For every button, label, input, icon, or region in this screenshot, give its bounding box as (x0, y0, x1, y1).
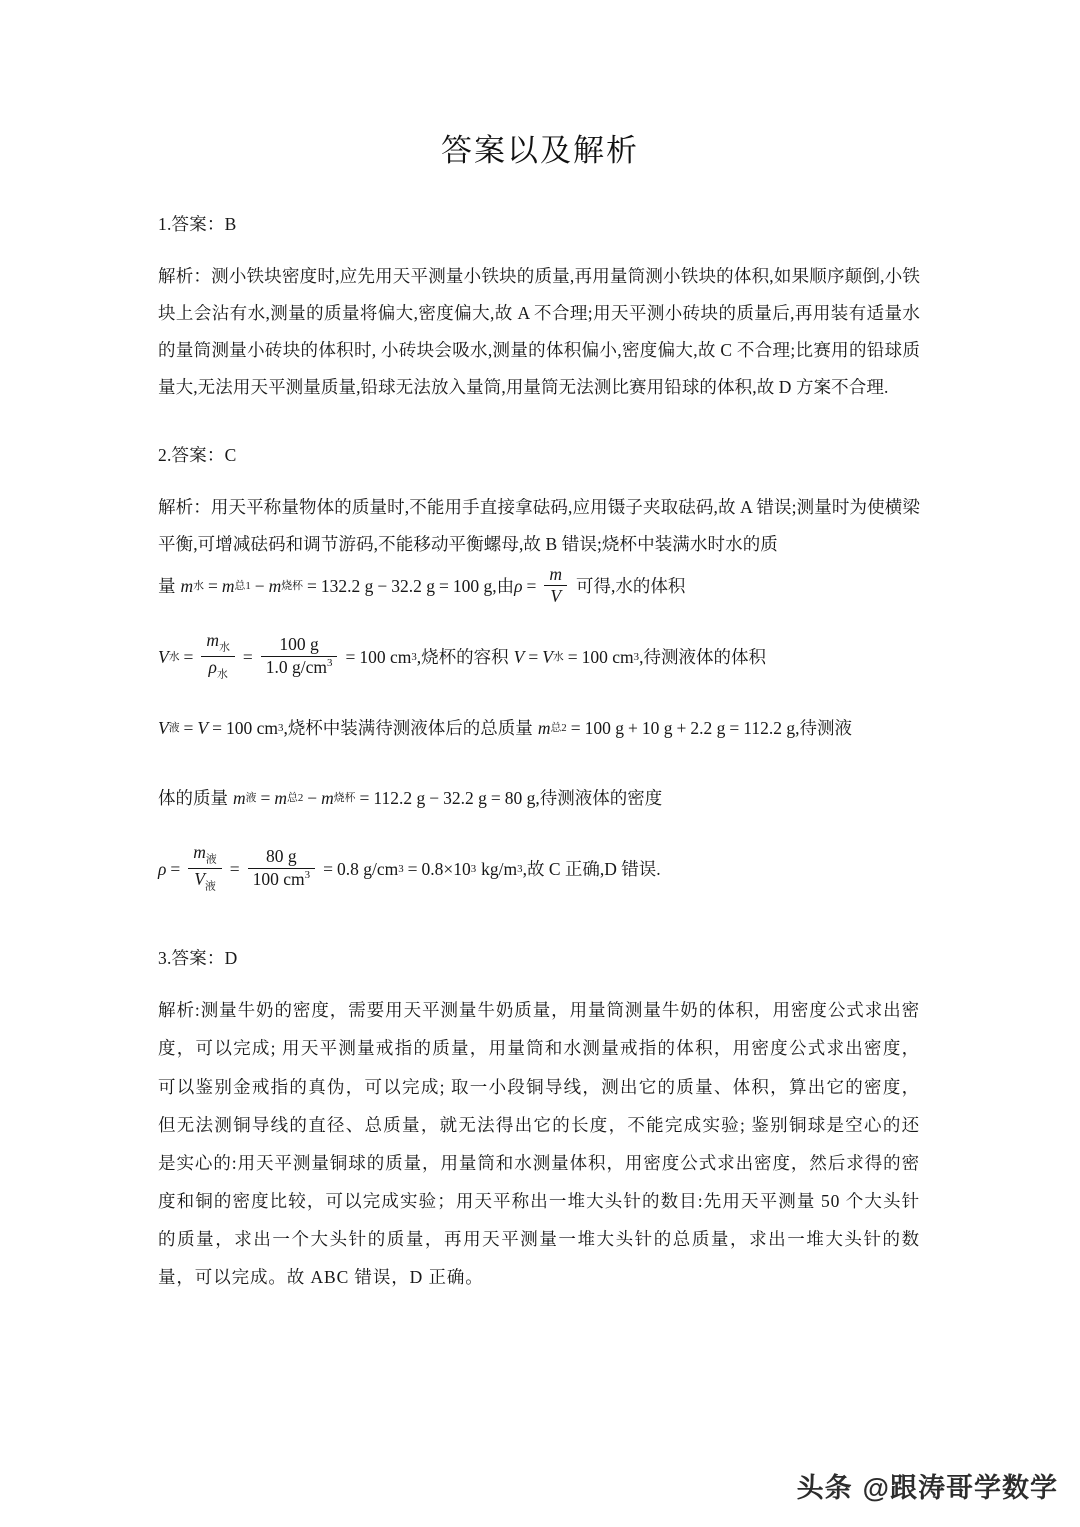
f5-f2-den (248, 869, 315, 889)
analysis-text-1 (158, 258, 920, 406)
f5-f1-num (188, 843, 221, 868)
f4-eq2: = (359, 788, 370, 809)
f5-val2: 0.8×10 (421, 859, 471, 880)
f5-tail-cjk: ,故 C 正确,D 错误. (522, 859, 661, 880)
f3-eq3: = (570, 718, 581, 739)
f2-eq5: = (567, 647, 578, 668)
f5-f1-den (188, 869, 221, 893)
f1-minus1: − (254, 576, 265, 597)
f1-m-beaker-sub: 烧杯 (281, 580, 303, 593)
f2-mid-cjk: ,烧杯的容积 (416, 647, 509, 668)
f1-prefix: 量 (158, 576, 176, 597)
analysis-text-3 (158, 991, 920, 1296)
analysis-prefix-3: 解析: (158, 1000, 201, 1021)
f2-V: V (513, 647, 525, 668)
f4-eq3: = (490, 788, 501, 809)
f4-val1: 112.2 g (373, 788, 426, 809)
f1-frac-den: V (550, 585, 562, 606)
f3-term3: 2.2 g (690, 718, 726, 739)
f4-m-total2: m (274, 788, 287, 809)
f2-fraction-m-over-rho (201, 631, 234, 681)
f4-m-beaker-sub: 烧杯 (333, 791, 356, 804)
f5-fraction-80g-over-100cm3 (248, 847, 315, 889)
f5-val1-sup: 3 (398, 862, 404, 875)
f1-eq1: = (207, 576, 218, 597)
f4-lead-cjk: 体的质量 (158, 788, 228, 809)
f1-m-beaker: m (268, 576, 282, 597)
f2-f1-num (201, 631, 234, 656)
f2-V2: V (542, 647, 553, 668)
formula-line-4 (158, 775, 920, 823)
analysis-body-1: 测小铁块密度时,应先用天平测量小铁块的质量,再用量筒测小铁块的体积,如果顺序颠倒,小铁块上会沾有水,测量的质量将偏大,密度偏大,故 A 不合理;用天平测小砖块的质量后,再用装有适量水的量筒测量小砖块的体积时, 小砖块会吸水,测量的体积偏小,密度偏大,故 C 不合理;比赛用的铅球质量大,无法用天平测量质量,铅球无法放入量筒,用量筒无法测比赛用铅球的体积,故 D 方案不合理. (158, 265, 921, 398)
analysis-body-2: 用天平称量物体的质量时,不能用手直接拿砝码,应用镊子夹取砝码,故 A 错误;测量时为使横梁平衡,可增减砝码和调节游码,不能移动平衡螺母,故 B 错误;烧杯中装满水时水的质 (158, 496, 920, 554)
f3-term1: 100 g (584, 718, 624, 739)
f5-eq3: = (323, 859, 333, 880)
f5-f1-den-sub: 液 (204, 880, 216, 893)
f1-fraction-m-over-V (544, 565, 567, 607)
f3-tail-cjk: ,待测液 (795, 718, 852, 739)
f1-eq4: = (526, 576, 537, 597)
formula-line-5 (158, 842, 920, 895)
f2-eq2: = (242, 647, 253, 668)
formula-line-2 (158, 630, 920, 683)
spacer-2 (158, 917, 920, 947)
page-title: 答案以及解析 (441, 133, 639, 168)
f1-tail-cjk2: 可得,水的体积 (576, 576, 686, 597)
f5-val2-unit: kg/m (481, 859, 518, 880)
f4-m-liquid-sub: 液 (245, 791, 257, 804)
analysis-body-3: 测量牛奶的密度，需要用天平测量牛奶质量，用量筒测量牛奶的体积，用密度公式求出密度，可以完成; 用天平测量戒指的质量，用量筒和水测量戒指的体积，用密度公式求出密度，可以鉴别金戒指的真伪，可以完成; 取一小段铜导线，测出它的质量、体积，算出它的密度，但无法测铜导线的直径、总质量，就无法得出它的长度，不能完成实验; 鉴别铜球是空心的还是实心的:用天平测量铜球的质量，用量筒和水测量体积，用密度公式求出密度，然后求得的密度和铜的密度比较，可以完成实验；用天平称出一堆大头针的数目:先用天平测量 50 个大头针的质量，求出一个大头针的质量，再用天平测量一堆大头针的总质量，求出一堆大头针的数量，可以完成。故 ABC 错误，D 正确。 (158, 1000, 920, 1288)
f1-m-total1: m (221, 576, 235, 597)
f1-m-total1-sub: 总1 (234, 580, 251, 593)
f4-m-total2-sub: 总2 (287, 791, 304, 804)
watermark-platform: 头条 (796, 1473, 853, 1503)
f5-eq2: = (229, 859, 240, 880)
answer-label-2: 2.答案：C (158, 445, 237, 466)
watermark-account: @跟涛哥学数学 (862, 1473, 1058, 1503)
f5-val2-unit-sup: 3 (517, 862, 523, 875)
formula-line-3 (158, 705, 920, 753)
f2-val2: 100 cm (581, 647, 634, 668)
f2-eq1: = (183, 647, 194, 668)
f3-term2: 10 g (641, 718, 673, 739)
f5-f2-den-val: 100 cm (252, 868, 305, 889)
f1-val3: 100 g (452, 576, 493, 597)
f4-m-beaker: m (321, 788, 334, 809)
f5-eq4: = (407, 859, 418, 880)
f5-rho: ρ (158, 859, 167, 880)
f5-f1-den-V: V (194, 868, 205, 889)
f3-eq1: = (183, 718, 194, 739)
f2-V2-sub: 水 (552, 650, 564, 663)
f4-tail-cjk: ,待测液体的密度 (535, 788, 663, 809)
f1-val1: 132.2 g (320, 576, 374, 597)
f2-f1-num-m: m (206, 630, 220, 651)
f2-f2-den-val: 1.0 g/cm (265, 656, 328, 677)
f3-val1-sup: 3 (278, 721, 284, 734)
f5-f1-num-sub: 液 (205, 853, 217, 866)
f4-minus1: − (307, 788, 318, 809)
f3-m-total2-sub: 总2 (550, 721, 567, 734)
formula-line-1 (158, 563, 920, 611)
f1-eq2: = (306, 576, 317, 597)
f1-eq3: = (438, 576, 449, 597)
f3-mid-cjk: ,烧杯中装满待测液体后的总质量 (283, 718, 533, 739)
f2-val1: 100 cm (359, 647, 412, 668)
f3-eq2: = (212, 718, 222, 739)
f1-tail-cjk1: 由 (496, 576, 515, 597)
f5-f2-den-sup: 3 (304, 868, 311, 881)
f1-m-water: m (180, 576, 194, 597)
f2-f1-num-sub: 水 (219, 641, 230, 654)
analysis-text-2 (158, 489, 920, 563)
f3-V-liquid-sub: 液 (168, 721, 180, 734)
f2-f1-den-sub: 水 (216, 668, 228, 681)
f5-eq1: = (170, 859, 181, 880)
f4-minus2: − (429, 788, 440, 809)
f5-val1: 0.8 g/cm (336, 859, 399, 880)
f2-f2-den-sup: 3 (327, 656, 333, 669)
qa-block-3 (158, 947, 920, 1297)
qa-block-2 (158, 444, 920, 895)
f3-V-liquid: V (158, 718, 169, 739)
f1-rho: ρ (514, 576, 523, 597)
watermark (797, 1466, 1058, 1505)
f1-val2: 32.2 g (391, 576, 435, 597)
document-content (158, 169, 920, 1296)
f2-f1-den-rho: ρ (208, 656, 217, 677)
f2-val1-sup: 3 (411, 650, 417, 663)
spacer-1 (158, 406, 920, 444)
f4-val3: 80 g (504, 788, 536, 809)
qa-block-1 (158, 213, 920, 406)
f2-V-water: V (158, 647, 169, 668)
f3-plus2: + (676, 718, 687, 739)
f2-f1-den (201, 657, 234, 681)
f5-f2-num: 80 g (248, 847, 315, 868)
f2-f2-den (261, 657, 338, 677)
f1-comma: , (492, 576, 497, 597)
f3-eq4: = (729, 718, 740, 739)
f3-m-total2: m (537, 718, 551, 739)
f3-plus1: + (627, 718, 638, 739)
f2-tail-cjk: ,待测液体的体积 (639, 647, 766, 668)
f2-eq3: = (345, 647, 356, 668)
f1-frac-num: m (544, 565, 567, 586)
f2-eq4: = (528, 647, 539, 668)
answer-label-1: 1.答案：B (158, 214, 237, 235)
f2-f2-num: 100 g (261, 635, 338, 656)
f2-V-water-sub: 水 (168, 650, 180, 663)
f3-V: V (197, 718, 209, 739)
f4-m-liquid: m (233, 788, 246, 809)
answer-label-3: 3.答案：D (158, 947, 238, 968)
f3-val1: 100 cm (226, 718, 279, 739)
analysis-prefix-1: 解析： (158, 265, 212, 286)
f5-fraction-m-over-V (188, 843, 221, 893)
f4-val2: 32.2 g (443, 788, 487, 809)
f5-f1-num-m: m (193, 842, 206, 863)
f2-fraction-100g-over-density (261, 635, 338, 677)
f3-val2: 112.2 g (743, 718, 796, 739)
analysis-prefix-2: 解析： (158, 496, 211, 517)
f4-eq1: = (260, 788, 271, 809)
f1-minus2: − (377, 576, 388, 597)
f2-val2-sup: 3 (633, 650, 640, 663)
f1-m-water-sub: 水 (193, 580, 204, 593)
f5-val2-sup: 3 (470, 862, 477, 875)
